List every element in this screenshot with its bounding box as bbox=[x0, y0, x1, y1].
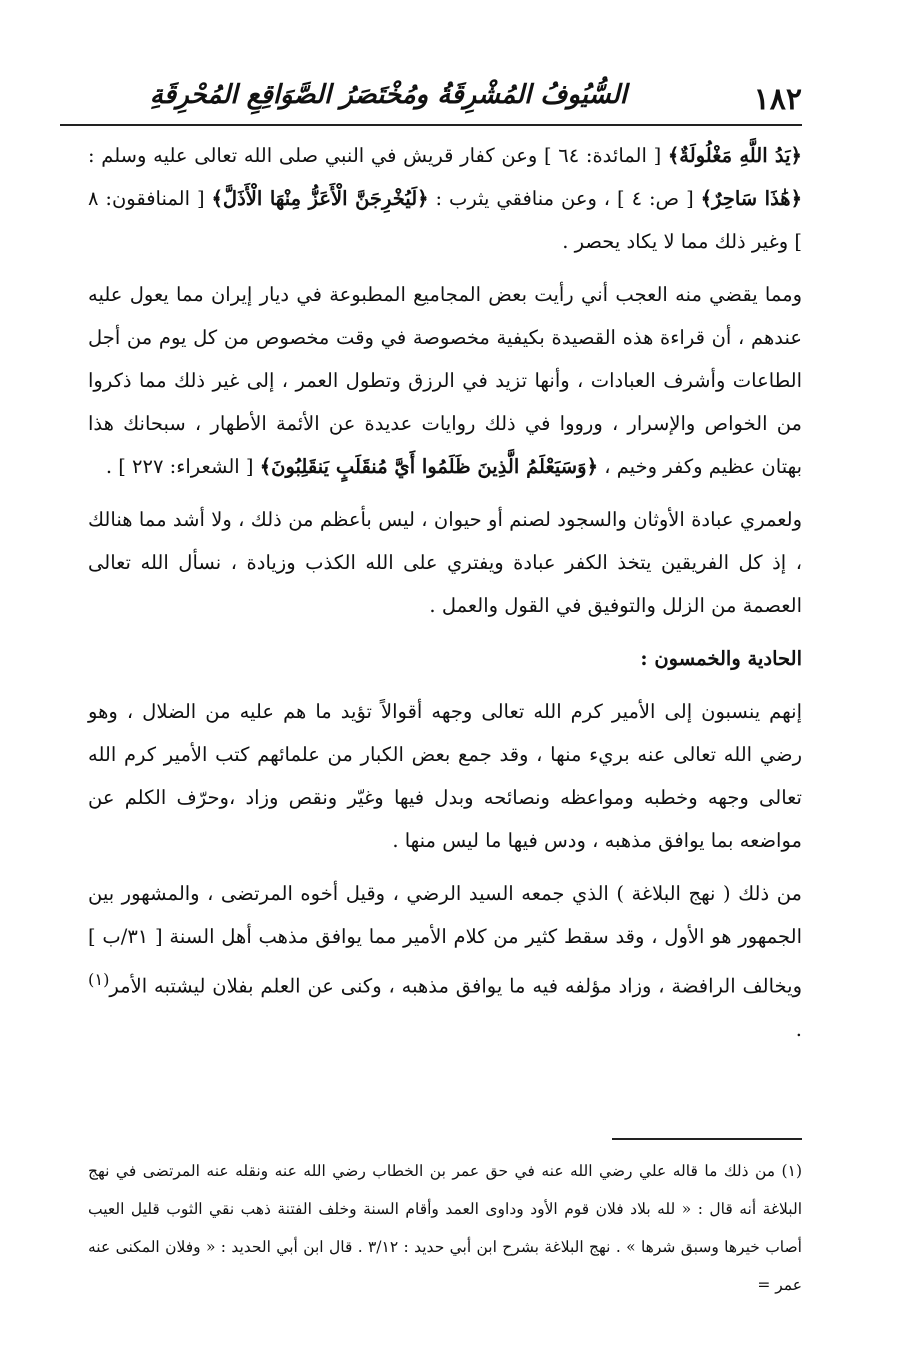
page-number: ١٨٢ bbox=[753, 82, 802, 117]
footnote-marker: (١) bbox=[88, 970, 110, 989]
text-segment: ولعمري عبادة الأوثان والسجود لصنم أو حيوان ، ليس بأعظم من ذلك ، ولا أشد مما هنالك ، إذ كل الفريقين يتخذ الكفر عبادة ويفتري على الله الكذب وزيادة ، نسأل الله تعالى العصمة من الزلل والتوفيق في القول والعمل . bbox=[88, 508, 802, 617]
text-segment: [ ص: ٤ ] ، وعن منافقي يثرب : bbox=[428, 187, 701, 210]
quran-quote: ﴿هَٰذَا سَاحِرٌ﴾ bbox=[700, 187, 803, 210]
header-divider bbox=[60, 124, 802, 126]
paragraph bbox=[88, 498, 802, 627]
paragraph bbox=[88, 872, 802, 1051]
text-segment: [ المائدة: ٦٤ ] وعن كفار قريش في النبي صلى الله تعالى عليه وسلم : bbox=[88, 144, 668, 167]
quran-quote: ﴿وَسَيَعْلَمُ الَّذِينَ ظَلَمُوا أَيَّ مُنقَلَبٍ يَنقَلِبُونَ﴾ bbox=[259, 455, 598, 478]
text-segment: الحادية والخمسون : bbox=[640, 647, 802, 670]
text-segment: ومما يقضي منه العجب أني رأيت بعض المجاميع المطبوعة في ديار إيران مما يعول عليه عندهم ، أن قراءة هذه القصيدة بكيفية مخصوصة في وقت مخصوص من كل يوم من أجل الطاعات وأشرف العبادات ، وأنها تزيد في الرزق وتطول العمر ، إلى غير ذلك مما ذكروا من الخواص والإسرار ، ورووا في ذلك روايات عديدة عن الأئمة الأطهار ، سبحانك هذا بهتان عظيم وكفر وخيم ، bbox=[88, 283, 802, 478]
text-segment: إنهم ينسبون إلى الأمير كرم الله تعالى وجهه أقوالاً تؤيد ما هم عليه من الضلال ، وهو رضي الله تعالى عنه بريء منها ، وقد جمع بعض الكبار من علمائهم كتب الأمير كرم الله تعالى وجهه وخطبه ومواعظه ونصائحه وبدل فيها وغيّر ونقص وزاد ،وحرّف الكلم عن مواضعه بما يوافق مذهبه ، ودس فيها ما ليس منها . bbox=[88, 700, 802, 852]
quran-quote: ﴿يَدُ اللَّهِ مَغْلُولَةٌ﴾ bbox=[667, 144, 802, 167]
page-header bbox=[60, 78, 802, 122]
text-segment: [ المنافقون: ٨ ] وغير ذلك مما لا يكاد يحصر . bbox=[88, 187, 802, 253]
running-title: السُّيُوفُ المُشْرِقَةُ ومُخْتَصَرُ الصَّوَاقِعِ المُحْرِقَةِ bbox=[149, 80, 627, 110]
main-text bbox=[88, 134, 802, 1061]
footnote-divider bbox=[612, 1138, 802, 1140]
paragraph bbox=[88, 690, 802, 862]
text-segment: [ الشعراء: ٢٢٧ ] . bbox=[105, 455, 260, 478]
footnote: (١) من ذلك ما قاله علي رضي الله عنه في حق عمر بن الخطاب رضي الله عنه ونقله عنه المرتضى في نهج البلاغة أنه قال : « لله بلاد فلان قوم الأود وداوى العمد وأقام السنة وخلف الفتنة ذهب نقي الثوب قليل العيب أصاب خيرها وسبق شرها » . نهج البلاغة بشرح ابن أبي حديد : ٣/١٢ . قال ابن أبي الحديد : « وفلان المكنى عنه عمر = bbox=[88, 1162, 802, 1294]
text-segment: . bbox=[795, 1017, 802, 1041]
paragraph bbox=[88, 134, 802, 263]
paragraph bbox=[88, 273, 802, 488]
quran-quote: ﴿لَيُخْرِجَنَّ الْأَعَزُّ مِنْهَا الْأَذَلَّ﴾ bbox=[211, 187, 429, 210]
section-heading bbox=[88, 637, 802, 680]
text-segment: من ذلك ( نهج البلاغة ) الذي جمعه السيد الرضي ، وقيل أخوه المرتضى ، والمشهور بين الجمهور هو الأول ، وقد سقط كثير من كلام الأمير مما يوافق مذهب أهل السنة [ ٣١/ب ] ويخالف الرافضة ، وزاد مؤلفه فيه ما يوافق مذهبه ، وكنى عن العلم بفلان ليشتبه الأمر bbox=[88, 882, 803, 998]
